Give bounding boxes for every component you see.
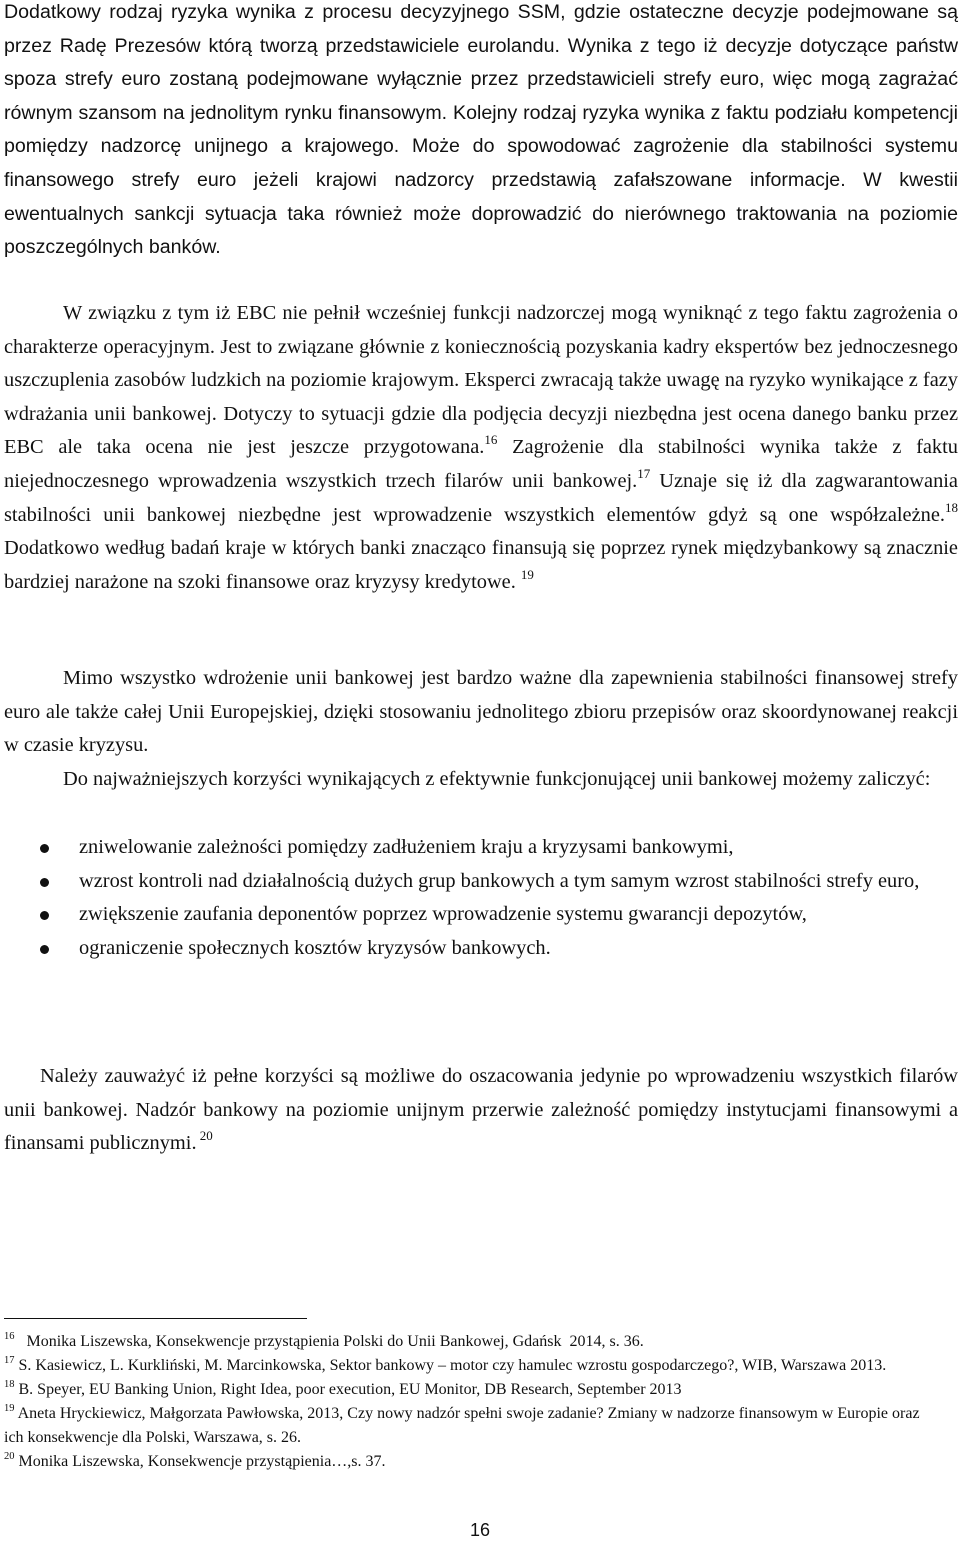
footnote-number: 16 xyxy=(4,1331,15,1342)
footnote-number: 18 xyxy=(4,1379,15,1390)
paragraph-2 xyxy=(4,297,958,599)
bullet-icon xyxy=(40,878,49,887)
footnote-17 xyxy=(4,1354,934,1378)
footnote-18 xyxy=(4,1378,934,1402)
list-item-text: ograniczenie społecznych kosztów kryzysów bankowych. xyxy=(79,936,551,959)
list-item xyxy=(4,898,958,932)
footnote-ref-16: 16 xyxy=(484,432,498,448)
paragraph-1-part-a: Dodatkowy rodzaj ryzyka wynika z procesu decyzyjnego SSM, gdzie ostateczne decyzje podejmowane są przez Radę Prezesów którą tworzą przedstawiciele eurolandu. Wynika z tego iż decyzje dotyczące państw spoza strefy euro zostaną podejmowane wyłącznie przez przedstawicieli strefy euro, więc mogą zagrażać równym szansom na jednolitym rynku finansowym. xyxy=(4,1,958,124)
list-item-text: wzrost kontroli nad działalnością dużych grup bankowych a tym samym wzrost stabilności strefy euro, xyxy=(79,869,920,892)
footnote-text: Monika Liszewska, Konsekwencje przystąpienia Polski do Unii Bankowej, Gdańsk 2014, s. 36. xyxy=(14,1333,644,1350)
bullet-icon xyxy=(40,911,49,920)
paragraph-5 xyxy=(4,1060,958,1161)
bullet-icon xyxy=(40,945,49,954)
footnote-text: Monika Liszewska, Konsekwencje przystąpienia…,s. 37. xyxy=(14,1453,386,1470)
footnote-ref-20: 20 xyxy=(196,1128,213,1144)
footnote-text: B. Speyer, EU Banking Union, Right Idea, poor execution, EU Monitor, DB Research, September 2013 xyxy=(14,1381,682,1398)
footnote-text: S. Kasiewicz, L. Kurkliński, M. Marcinkowska, Sektor bankowy – motor czy hamulec wzrostu gospodarczego?, WIB, Warszawa 2013. xyxy=(14,1357,887,1374)
bullet-icon xyxy=(40,844,49,853)
list-item xyxy=(4,932,958,966)
footnote-ref-19: 19 xyxy=(520,566,534,582)
paragraph-2-part-c: Uznaje się iż dla zagwarantowania stabilności unii bankowej niezbędne jest wprowadzenie wszystkich elementów gdyż są one współzależne. xyxy=(4,469,958,526)
paragraph-2-part-d: Dodatkowo według badań kraje w których banki znacząco finansują się poprzez rynek międzybankowy są znacznie bardziej narażone na szoki finansowe oraz kryzysy kredytowe. xyxy=(4,537,958,593)
footnote-number: 19 xyxy=(4,1403,15,1414)
list-item-text: zniwelowanie zależności pomiędzy zadłużeniem kraju a kryzysami bankowymi, xyxy=(79,836,734,858)
benefits-list xyxy=(4,831,958,965)
footnotes xyxy=(4,1330,934,1474)
footnote-16 xyxy=(4,1330,934,1354)
list-item xyxy=(4,831,958,865)
footnote-number: 17 xyxy=(4,1355,15,1366)
paragraph-2-part-a: W związku z tym iż EBC nie pełnił wcześniej funkcji nadzorczej mogą wyniknąć z tego faktu zagrożenia o charakterze operacyjnym. Jest to związane głównie z koniecznością pozyskania kadry ekspertów bez jednoczesnego uszczuplenia zasobów ludzkich na poziomie krajowym. Eksperci zwracają także uwagę na ryzyko wynikające z fazy wdrażania unii bankowej. Dotyczy to sytuacji gdzie dla podjęcia decyzji niezbędna jest ocena danego banku przez EBC ale taka ocena nie jest jeszcze przygotowana. xyxy=(4,302,958,459)
paragraph-1-part-b: Kolejny rodzaj ryzyka wynika z faktu podziału kompetencji pomiędzy nadzorcę unijnego a krajowego. Może do spowodować zagrożenie dla stabilności systemu finansowego strefy euro jeżeli krajowi nadzorcy przedstawią zafałszowane informacje. W kwestii ewentualnych sankcji sytuacja taka również może doprowadzić do nierównego traktowania na poziomie poszczególnych banków. xyxy=(4,101,958,259)
list-item-text: zwiększenie zaufania deponentów poprzez wprowadzenie systemu gwarancji depozytów, xyxy=(79,903,807,926)
footnote-text: Aneta Hryckiewicz, Małgorzata Pawłowska, 2013, Czy nowy nadzór spełni swoje zadanie? Zmiany w nadzorze finansowym w Europie oraz ich konsekwencje dla Polski, Warszawa, s. 26. xyxy=(4,1405,920,1446)
paragraph-4: Do najważniejszych korzyści wynikających z efektywnie funkcjonującej unii bankowej możemy zaliczyć: xyxy=(63,768,931,790)
footnote-19 xyxy=(4,1402,934,1450)
footnote-separator xyxy=(4,1318,307,1319)
footnote-20 xyxy=(4,1450,934,1474)
page-number: 16 xyxy=(469,1520,491,1540)
footnote-ref-18: 18 xyxy=(945,499,958,515)
paragraph-2-part-b: Zagrożenie dla stabilności wynika także z faktu niejednoczesnego wprowadzenia wszystkich trzech filarów unii bankowej. xyxy=(4,436,958,492)
footnote-ref-17: 17 xyxy=(637,465,651,481)
paragraph-3: Mimo wszystko wdrożenie unii bankowej jest bardzo ważne dla zapewnienia stabilności finansowej strefy euro ale także całej Unii Europejskiej, dzięki stosowaniu jednolitego zbioru przepisów oraz skoordynowanej reakcji w czasie kryzysu. xyxy=(4,667,958,757)
paragraph-5-text: Należy zauważyć iż pełne korzyści są możliwe do oszacowania jedynie po wprowadzeniu wszystkich filarów unii bankowej. Nadzór bankowy na poziomie unijnym przerwie zależność pomiędzy instytucjami finansowymi a finansami publicznymi. xyxy=(4,1065,958,1155)
footnote-number: 20 xyxy=(4,1451,15,1462)
list-item xyxy=(4,865,958,899)
paragraph-1 xyxy=(4,0,958,265)
